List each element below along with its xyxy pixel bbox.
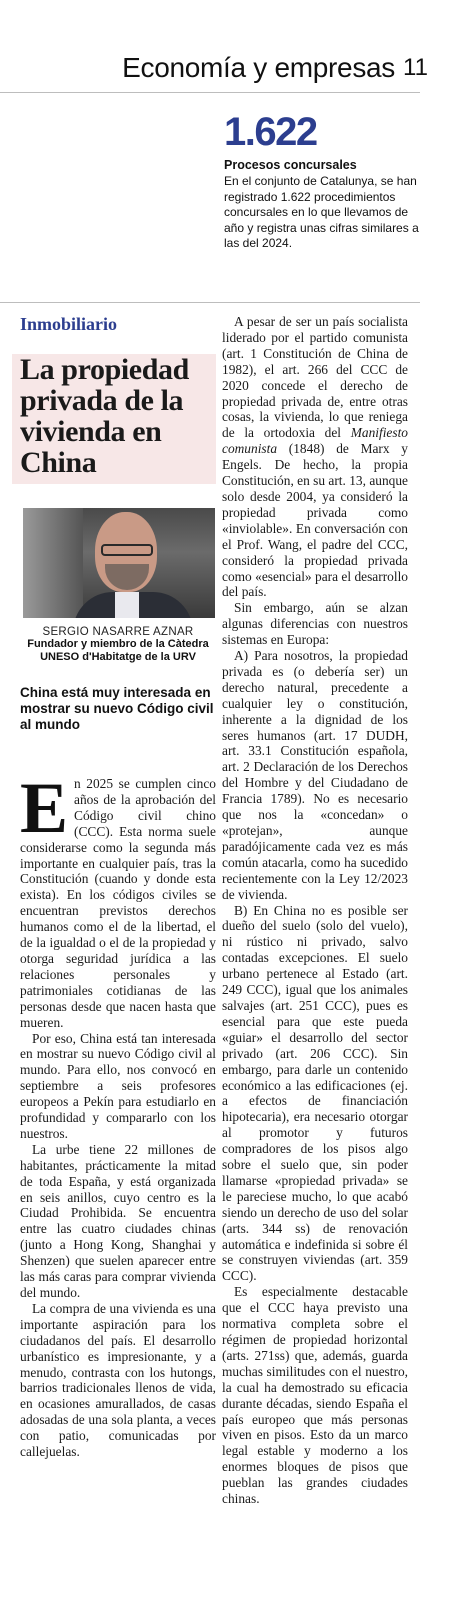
drop-cap: E xyxy=(20,768,69,848)
article-kicker: Inmobiliario xyxy=(20,314,118,334)
kicker-wrap xyxy=(20,314,216,335)
body-text-run: (1848) de Marx y Engels. De hecho, la propia Constitución, en su art. 13, aunque solo desde 2004, ya consideró la propiedad privada como «inviolable». En conversación con el Prof. Wang, el padre del CCC, consideró la propiedad privada como «esencial» para el desarrollo del país. xyxy=(222,441,408,600)
body-paragraph: Sin embargo, aún se alzan algunas diferencias con nuestros sistemas en Europa: xyxy=(222,600,408,648)
body-paragraph: Por eso, China está tan interesada en mostrar su nuevo Código civil al mundo. Para ello, nos convocó en septiembre a seis profesores europeos a Pekín para estudiarlo en profundidad y compararlo con los nuestros. xyxy=(20,1030,216,1141)
photo-glasses xyxy=(101,544,153,556)
photo-collar xyxy=(115,592,139,618)
article-body-right xyxy=(222,314,408,1507)
page-number: 11 xyxy=(403,54,428,81)
body-text-run: A pesar de ser un país socialista liderado por el partido comunista (art. 1 Constitución de China de 1982), el art. 266 del CCC de 2020 concede el derecho de propiedad privada de, entre otras cosas, la vivienda, lo que reniega de la ortodoxia del xyxy=(222,314,408,441)
article-body-left xyxy=(20,768,216,1460)
author-role: Fundador y miembro de la Càtedra UNESO d'Habitatge de la URV xyxy=(27,638,209,663)
section-divider xyxy=(0,302,420,303)
photo-background xyxy=(23,508,83,618)
body-paragraph: La urbe tiene 22 millones de habitantes, prácticamente la mitad de toda España, y está organizada en seis anillos, cuyo centro es la Ciudad Prohibida. Se encuentra entre las cuatro ciudades chinas (junto a Hong Kong, Shanghai y Shenzen) que suelen aparecer entre las más caras para comprar vivienda del mundo. xyxy=(20,1141,216,1300)
body-paragraph: La compra de una vivienda es una importante aspiración para los ciudadanos del país. El desarrollo urbanístico es impresionante, y a menudo, contrasta con los hutongs, barrios tradicionales llenos de vida, en ocasiones amurallados, de casas adosadas de una sola planta, a veces con patio, comunicadas por callejuelas. xyxy=(20,1300,216,1460)
author-name: SERGIO NASARRE AZNAR xyxy=(42,626,194,638)
body-paragraph: A) Para nosotros, la propiedad privada es (o debería ser) un derecho natural, precedente a cualquier ley o constitución, inherente a la dignidad de los seres humanos (art. 17 DUDH, art. 33.1 Constitución española, art. 2 Declaración de los Derechos del Hombre y del Ciudadano de Francia 1789). No es necesario que nos la «concedan» o «protejan», aunque paradójicamente cada vez es más común atacarla, como ha sucedido recientemente con la Ley 12/2023 de vivienda. xyxy=(222,648,408,902)
byline xyxy=(20,626,216,664)
stat-number: 1.622 xyxy=(224,110,317,154)
stat-callout xyxy=(224,110,424,252)
author-photo xyxy=(23,508,215,618)
article-subhead: China está muy interesada en mostrar su nuevo Código civil al mundo xyxy=(20,685,214,732)
page-header xyxy=(0,0,475,96)
body-paragraph: n 2025 se cumplen cinco años de la aprobación del Código civil chino (CCC). Esta norma suele considerarse como la segunda más importante en cualquier país, tras la Constitución (cuando y donde esta exista). En los códigos civiles se encuentran previstos derechos humanos como el de la libertad, el de la igualdad o el de la propiedad y otorga seguridad jurídica a las relaciones personales y patrimoniales cotidianas de las personas desde que nacen hasta que mueren. xyxy=(20,776,216,1030)
article-headline: La propiedad privada de la vivienda en China xyxy=(20,353,189,479)
header-divider xyxy=(0,92,420,93)
book-title: Manifiesto comunista xyxy=(222,425,408,457)
body-paragraph xyxy=(222,314,408,600)
body-paragraph: B) En China no es posible ser dueño del suelo (solo del vuelo), ni rústico ni privado, salvo contadas excepciones. El suelo urbano pertenece al Estado (art. 249 CCC), igual que los animales salvajes (art. 251 CCC), pues es esencial para que este pueda «guiar» el desarrollo del sector privado (art. 206 CCC). Sin embargo, para darle un contenido económico a las edificaciones (ej. a efectos de financiación hipotecaria), era necesario otorgar al promotor y futuros compradores de los pisos algo sobre el suelo que, sin poder llamarse «propiedad privada» se le pareciese mucho, lo que acabó siendo un derecho de uso del solar (arts. 344 ss) de renovación automática e indefinida si sobre él se construyen viviendas (art. 359 CCC). xyxy=(222,902,408,1284)
body-paragraph: Es especialmente destacable que el CCC haya previsto una normativa completa sobre el régimen de propiedad horizontal (arts. 271ss) que, además, guarda muchas similitudes con el nuestro, la cual ha demostrado su eficacia durante décadas, siendo España el país europeo que más personas viven en pisos. Esto da un marco legal estable y moderno a los enormes bloques de pisos que pueblan las grandes ciudades chinas. xyxy=(222,1284,408,1507)
section-title: Economía y empresas xyxy=(122,52,395,83)
stat-label: Procesos concursales xyxy=(224,158,357,172)
stat-description: En el conjunto de Catalunya, se han registrado 1.622 procedimientos concursales en lo que llevamos de año y registra unas cifras similares a las del 2024. xyxy=(224,174,419,250)
